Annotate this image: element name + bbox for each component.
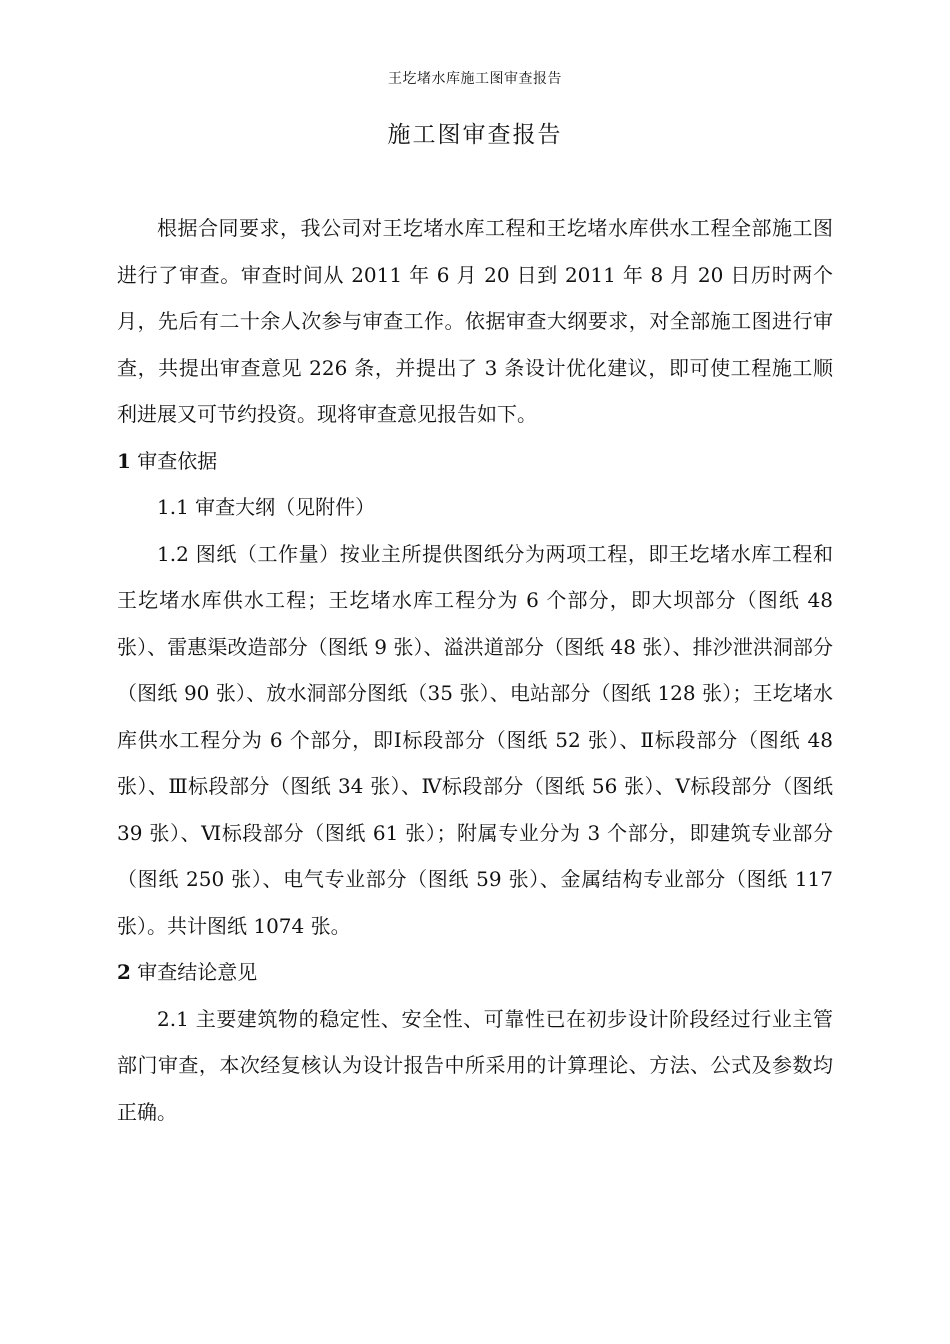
section-number: 1 [117,448,131,473]
subsection-2-1: 2.1 主要建筑物的稳定性、安全性、可靠性已在初步设计阶段经过行业主管部门审查，本次经复核认为设计报告中所采用的计算理论、方法、公式及参数均正确。 [117,1006,833,1124]
section-heading-2 [117,949,833,996]
subsection-1-1: 1.1 审查大纲（见附件） [157,495,376,519]
intro-paragraph: 根据合同要求，我公司对王圪堵水库工程和王圪堵水库供水工程全部施工图进行了审查。审查时间从 2011 年 6 月 20 日到 2011 年 8 月 20 日历时两个月，先后有二十余人次参与审查工作。依据审查大纲要求，对全部施工图进行审查，共提出审查意见 226 条，并提出了 3 条设计优化建议，即可使工程施工顺利进展又可节约投资。现将审查意见报告如下。 [117,216,833,426]
section-title: 审查结论意见 [130,960,258,984]
subsection-1-2: 1.2 图纸（工作量）按业主所提供图纸分为两项工程，即王圪堵水库工程和王圪堵水库供水工程；王圪堵水库工程分为 6 个部分，即大坝部分（图纸 48 张）、雷惠渠改造部分（图纸 9 张）、溢洪道部分（图纸 48 张）、排沙泄洪洞部分（图纸 90 张）、放水洞部分图纸（35 张）、电站部分（图纸 128 张）；王圪堵水库供水工程分为 6 个部分，即Ⅰ标段部分（图纸 52 张）、Ⅱ标段部分（图纸 48 张）、Ⅲ标段部分（图纸 34 张）、Ⅳ标段部分（图纸 56 张）、Ⅴ标段部分（图纸 39 张）、Ⅵ标段部分（图纸 61 张）；附属专业分为 3 个部分，即建筑专业部分（图纸 250 张）、电气专业部分（图纸 59 张）、金属结构专业部分（图纸 117 张）。共计图纸 1074 张。 [117,541,833,938]
document-title: 施工图审查报告 [387,122,563,148]
section-number: 2 [117,960,131,984]
page-header: 王圪堵水库施工图审查报告 [388,71,562,87]
document-body [117,205,833,1135]
section-heading-1 [117,438,833,485]
section-title: 审查依据 [130,448,218,473]
